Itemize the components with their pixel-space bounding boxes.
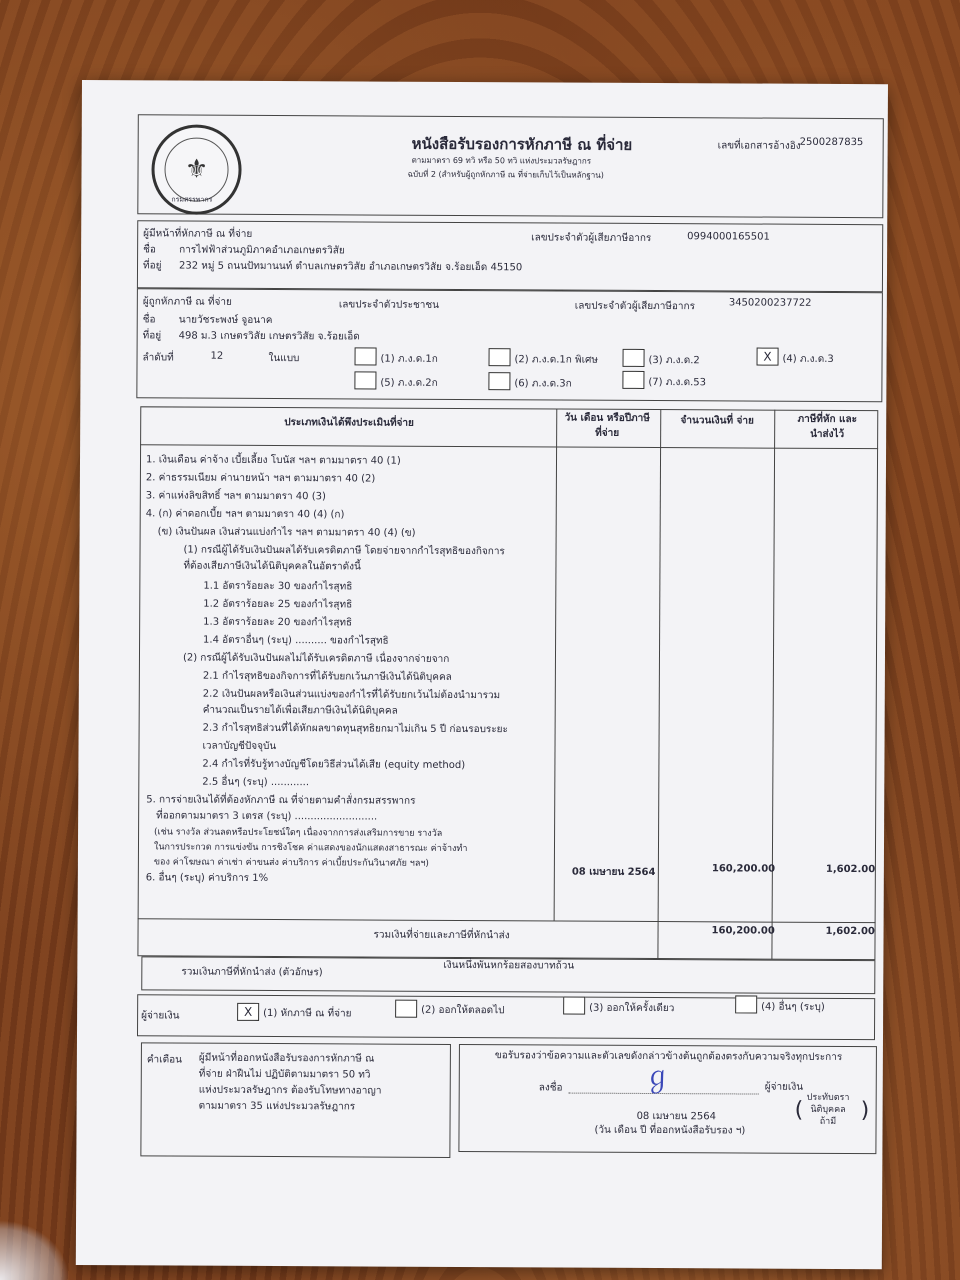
payee-name: นายวัชระพงษ์ จูอนาค (178, 314, 273, 327)
payee-taxid: 3450200237722 (728, 297, 812, 309)
row-2-2-cont: คำนวณเป็นรายได้เพื่อเสียภาษีเงินได้นิติบุคคล (202, 704, 398, 717)
row-4b: (ข) เงินปันผล เงินส่วนแบ่งกำไร ฯลฯ ตามมาตรา 40 (4) (ข) (157, 526, 416, 539)
row-3: 3. ค่าแห่งลิขสิทธิ์ ฯลฯ ตามมาตรา 40 (3) (145, 490, 326, 503)
row-6-tax: 1,602.00 (825, 863, 876, 876)
row-1: 1. เงินเดือน ค่าจ้าง เบี้ยเลี้ยง โบนัส ฯลฯ ตามมาตรา 40 (1) (145, 454, 401, 467)
seal-bracket-right: ) (860, 1098, 870, 1124)
seal-line-3: ถ้ามี (819, 1116, 837, 1127)
certificate-date: 08 เมษายน 2564 (636, 1110, 717, 1123)
page-subtitle: ตามมาตรา 69 ทวิ หรือ 50 ทวิ แห่งประมวลรัษฎากร (411, 155, 592, 166)
form-checkbox-1[interactable] (355, 347, 377, 365)
row-5-cont: ที่ออกตามมาตรา 3 เตรส (ระบุ) .......................... (156, 810, 378, 823)
company-seal-placeholder (807, 1092, 850, 1128)
row-2-3: 2.3 กำไรสุทธิส่วนที่ได้หักผลขาดทุนสุทธิยกมาไม่เกิน 5 ปี ก่อนรอบระยะ (202, 722, 508, 736)
col-header-date: วัน เดือน หรือปีภาษี ที่จ่าย (564, 412, 650, 439)
row-1-3: 1.3 อัตราร้อยละ 20 ของกำไรสุทธิ (203, 616, 353, 629)
payee-taxid-label: เลขประจำตัวผู้เสียภาษีอากร (574, 300, 696, 313)
row-2-3-cont: เวลาบัญชีปัจจุบัน (202, 740, 277, 753)
amount-in-words-label: รวมเงินภาษีที่หักนำส่ง (ตัวอักษร) (181, 966, 323, 979)
form-checkbox-3[interactable] (623, 349, 645, 367)
payment-option-2: (2) ออกให้ตลอดไป (421, 1004, 505, 1017)
certificate-date-caption: (วัน เดือน ปี ที่ออกหนังสือรับรอง ฯ) (594, 1124, 746, 1137)
row-5-note-3: ของ ค่าโฆษณา ค่าเช่า ค่าขนส่ง ค่าบริการ ค่าเบี้ยประกันวินาศภัย ฯลฯ) (153, 857, 429, 869)
row-5-note-1: (เช่น รางวัล ส่วนลดหรือประโยชน์ใดๆ เนื่องจากการส่งเสริมการขาย รางวัล (154, 827, 443, 839)
payer-section-label: ผู้มีหน้าที่หักภาษี ณ ที่จ่าย (143, 228, 253, 240)
certify-statement: ขอรับรองว่าข้อความและตัวเลขดังกล่าวข้างต้นถูกต้องตรงกับความจริงทุกประการ (494, 1050, 843, 1063)
row-2-5: 2.5 อื่นๆ (ระบุ) ............ (202, 776, 310, 789)
row-4b-1: (1) กรณีผู้ได้รับเงินปันผลได้รับเครดิตภาษี โดยจ่ายจากกำไรสุทธิของกิจการ (183, 544, 505, 558)
payment-checkbox-3[interactable] (563, 997, 585, 1015)
total-amount: 160,200.00 (711, 925, 775, 937)
payer-signature-label: ผู้จ่ายเงิน (764, 1081, 804, 1093)
form-checkbox-4[interactable]: X (757, 348, 779, 366)
payment-option-3: (3) ออกให้ครั้งเดียว (589, 1002, 675, 1015)
payer-name: การไฟฟ้าส่วนภูมิภาคอำเภอเกษตรวิสัย (179, 244, 345, 257)
warning-line-3: แห่งประมวลรัษฎากร ต้องรับโทษทางอาญา (198, 1084, 382, 1097)
sign-label: ลงชื่อ (538, 1082, 563, 1094)
payment-checkbox-1[interactable]: X (237, 1003, 259, 1021)
col-header-type: ประเภทเงินได้พึงประเมินที่จ่าย (284, 417, 414, 429)
warning-label: คำเตือน (146, 1054, 182, 1066)
form-option-3: (3) ภ.ง.ด.2 (648, 354, 700, 367)
form-checkbox-2[interactable] (489, 348, 511, 366)
seq-value: 12 (210, 350, 224, 362)
row-5: 5. การจ่ายเงินได้ที่ต้องหักภาษี ณ ที่จ่ายตามคำสั่งกรมสรรพากร (146, 794, 416, 807)
seq-label: ลำดับที่ (142, 352, 174, 364)
warning-line-2: ที่จ่าย ฝ่าฝืนไม่ ปฏิบัติตามมาตรา 50 ทวิ (198, 1068, 371, 1081)
payer-name-label: ชื่อ (143, 244, 156, 256)
warning-line-1: ผู้มีหน้าที่ออกหนังสือรับรองการหักภาษี ณ (198, 1052, 375, 1065)
form-option-4: (4) ภ.ง.ด.3 (782, 353, 834, 365)
row-6: 6. อื่นๆ (ระบุ) ค่าบริการ 1% (145, 872, 269, 884)
row-4b-1-cont: ที่ต้องเสียภาษีเงินได้นิติบุคคลในอัตราดังนี้ (183, 560, 361, 573)
row-4a: 4. (ก) ค่าดอกเบี้ย ฯลฯ ตามมาตรา 40 (4) (ก) (145, 508, 345, 521)
row-5-note-2: ในการประกวด การแข่งขัน การชิงโชค ค่าแสดงของนักแสดงสาธารณะ ค่าจ้างทำ (153, 842, 468, 855)
payee-address-label: ที่อยู่ (142, 330, 162, 342)
payer-address-label: ที่อยู่ (142, 260, 162, 272)
ref-label: เลขที่เอกสารอ้างอิง (717, 140, 801, 152)
seal-line-2: นิติบุคคล (810, 1104, 846, 1116)
form-option-1: (1) ภ.ง.ด.1ก (380, 353, 438, 365)
row-1-4: 1.4 อัตราอื่นๆ (ระบุ) .......... ของกำไรสุทธิ (203, 634, 389, 647)
col-header-amount: จำนวนเงินที่ จ่าย (680, 415, 754, 427)
copy-note: ฉบับที่ 2 (สำหรับผู้ถูกหักภาษี ณ ที่จ่ายเก็บไว้เป็นหลักฐาน) (407, 169, 604, 180)
form-option-2: (2) ภ.ง.ด.1ก พิเศษ (514, 354, 598, 366)
handwritten-signature: ℊ (640, 1057, 674, 1096)
logo-caption: กรมสรรพากร (171, 195, 213, 204)
row-6-amount: 160,200.00 (711, 863, 776, 875)
row-6-date: 08 เมษายน 2564 (571, 866, 656, 879)
warning-line-4: ตามมาตรา 35 แห่งประมวลรัษฎากร (198, 1100, 356, 1113)
form-checkbox-5[interactable] (354, 371, 376, 389)
payee-citizen-label: เลขประจำตัวประชาชน (338, 299, 440, 311)
total-tax: 1,602.00 (825, 925, 875, 938)
amount-in-words: เงินหนึ่งพันหกร้อยสองบาทถ้วน (443, 959, 575, 972)
form-checkbox-6[interactable] (488, 372, 510, 390)
payee-section-label: ผู้ถูกหักภาษี ณ ที่จ่าย (142, 296, 232, 308)
payer-taxid-label: เลขประจำตัวผู้เสียภาษีอากร (531, 232, 652, 244)
row-2-4: 2.4 กำไรที่รับรู้ทางบัญชีโดยวิธีส่วนได้เสีย (equity method) (202, 758, 466, 772)
ref-number: 2500287835 (799, 136, 864, 149)
payer-taxid: 0994000165501 (687, 231, 770, 243)
col-header-tax: ภาษีที่หัก และนำส่งไว้ (797, 413, 857, 440)
payment-checkbox-4[interactable] (735, 995, 757, 1013)
payer-address: 232 หมู่ 5 ถนนปัทมานนท์ ตำบลเกษตรวิสัย อำเภอเกษตรวิสัย จ.ร้อยเอ็ด 45150 (178, 260, 523, 274)
row-4b-2: (2) กรณีผู้ได้รับเงินปันผลไม่ได้รับเครดิตภาษี เนื่องจากจ่ายจาก (182, 652, 450, 665)
tax-certificate-page (76, 80, 888, 1269)
form-option-5: (5) ภ.ง.ด.2ก (380, 377, 438, 389)
seal-bracket-left: ( (794, 1097, 804, 1123)
page-title: หนังสือรับรองการหักภาษี ณ ที่จ่าย (411, 134, 633, 154)
form-option-6: (6) ภ.ง.ด.3ก (514, 378, 572, 390)
form-option-7: (7) ภ.ง.ด.53 (648, 376, 707, 389)
map-emblem-icon: ⚜ (164, 137, 228, 201)
plastic-sheet-corner (0, 1220, 70, 1280)
row-2-2: 2.2 เงินปันผลหรือเงินส่วนแบ่งของกำไรที่ได้รับยกเว้นไม่ต้องนำมารวม (202, 688, 501, 702)
row-2: 2. ค่าธรรมเนียม ค่านายหน้า ฯลฯ ตามมาตรา 40 (2) (145, 472, 376, 485)
seal-line-1: ประทับตรา (806, 1092, 850, 1104)
form-checkbox-7[interactable] (622, 371, 644, 389)
payment-option-1: (1) หักภาษี ณ ที่จ่าย (263, 1007, 352, 1020)
row-2-1: 2.1 กำไรสุทธิของกิจการที่ได้รับยกเว้นภาษีเงินได้นิติบุคคล (202, 670, 452, 683)
payment-label: ผู้จ่ายเงิน (141, 1010, 180, 1022)
row-1-2: 1.2 อัตราร้อยละ 25 ของกำไรสุทธิ (203, 598, 353, 611)
payee-address: 498 ม.3 เกษตรวิสัย เกษตรวิสัย จ.ร้อยเอ็ด (178, 330, 360, 343)
row-1-1: 1.1 อัตราร้อยละ 30 ของกำไรสุทธิ (203, 580, 353, 593)
payment-option-4: (4) อื่นๆ (ระบุ) (761, 1001, 825, 1013)
payee-name-label: ชื่อ (142, 314, 156, 326)
form-label: ในแบบ (268, 352, 300, 365)
payment-checkbox-2[interactable] (395, 1000, 417, 1018)
total-label: รวมเงินที่จ่ายและภาษีที่หักนำส่ง (373, 929, 510, 942)
